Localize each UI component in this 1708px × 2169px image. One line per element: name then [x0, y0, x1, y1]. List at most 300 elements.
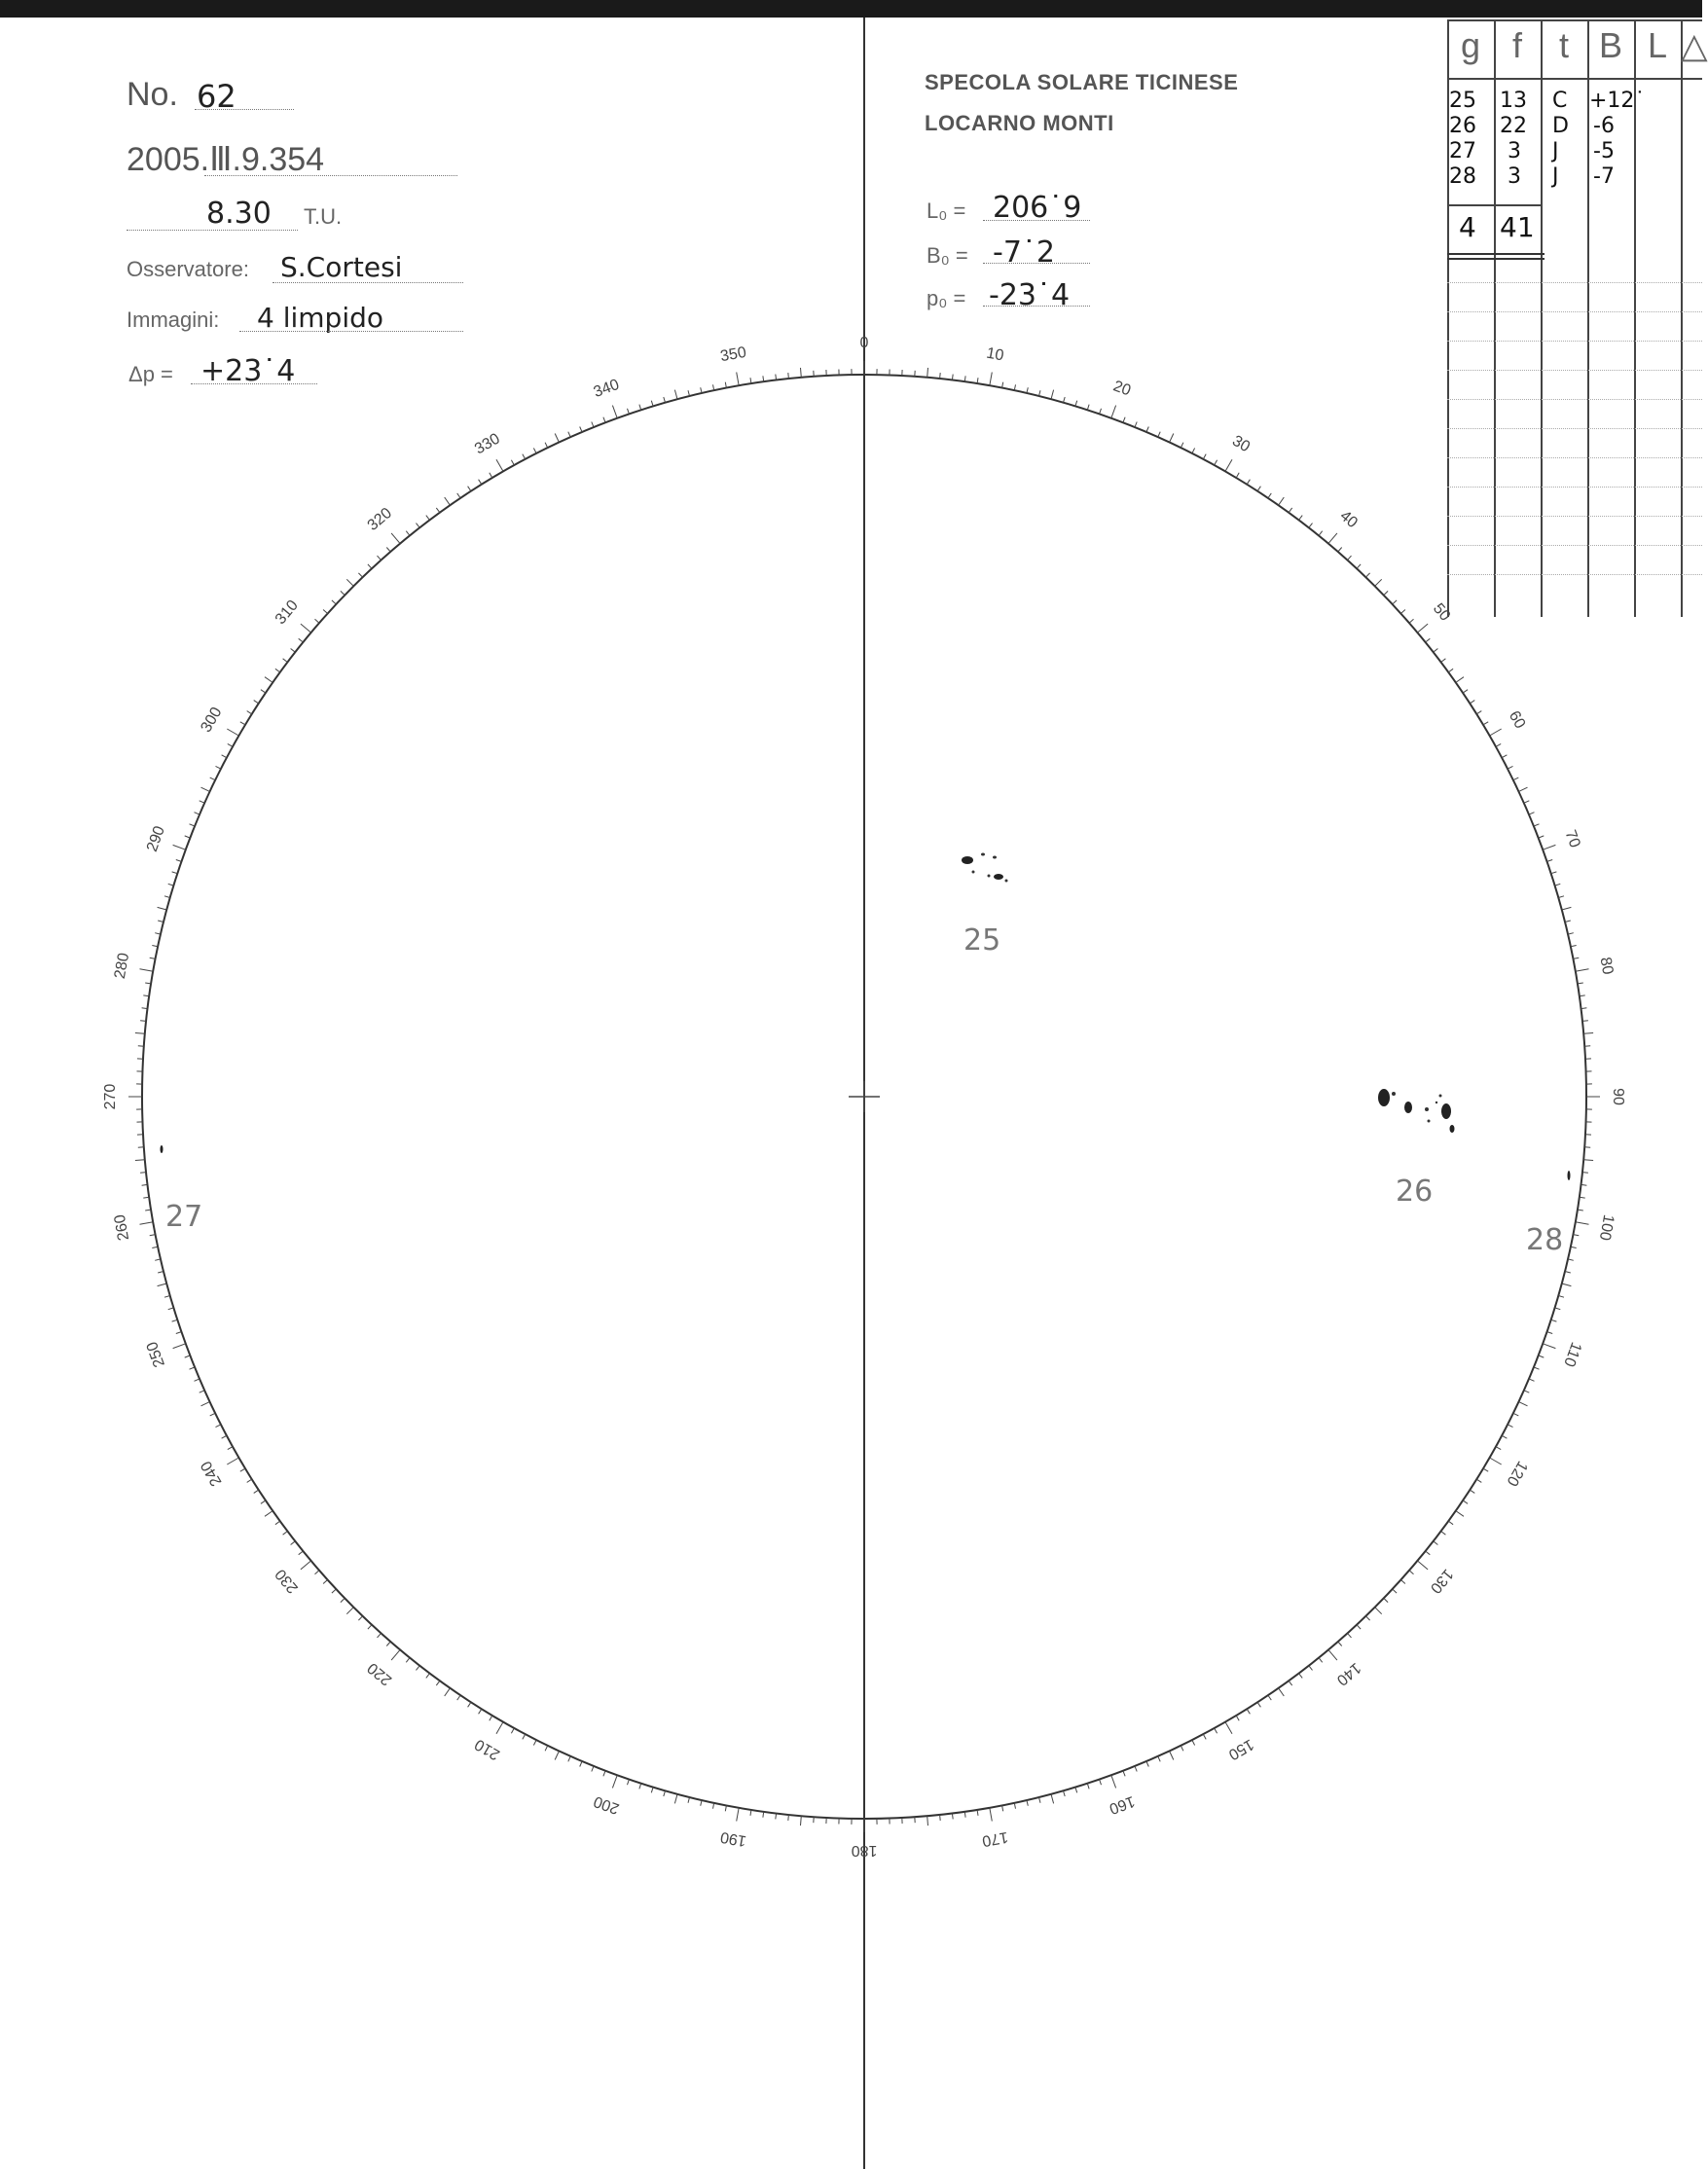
sunspot — [1428, 1120, 1431, 1123]
scale-tick — [1299, 1674, 1303, 1679]
scale-tick — [1502, 1435, 1507, 1438]
scale-tick — [603, 417, 605, 423]
scale-tick — [155, 1259, 161, 1260]
scale-tick — [1393, 600, 1397, 604]
scale-tick — [1568, 1259, 1574, 1260]
scale-tick — [1490, 729, 1502, 736]
scale-label-200: 200 — [591, 1791, 622, 1818]
scale-tick — [1039, 390, 1041, 396]
table-cell-f: 3 — [1508, 164, 1521, 189]
table-total-g: 4 — [1459, 211, 1476, 243]
scale-tick — [436, 508, 440, 513]
table-cell-B: -6 — [1593, 114, 1615, 138]
scale-tick — [291, 1541, 296, 1545]
observatory-location: LOCARNO MONTI — [925, 111, 1114, 135]
scale-tick — [1192, 449, 1195, 453]
scale-tick — [628, 409, 630, 415]
scale-tick — [158, 1283, 167, 1286]
scale-tick — [1543, 1344, 1555, 1349]
scale-tick — [639, 405, 641, 411]
observatory-name: SPECOLA SOLARE TICINESE — [925, 70, 1239, 94]
scale-tick — [1571, 946, 1577, 947]
scale-tick — [1319, 1658, 1323, 1663]
scale-tick — [172, 872, 178, 874]
scale-tick — [1027, 387, 1028, 393]
scale-tick — [1181, 1746, 1183, 1751]
observation-date: 2005.Ⅲ.9.354 — [127, 141, 325, 178]
scale-tick — [222, 755, 227, 758]
scale-tick — [1456, 677, 1464, 683]
group-label-26: 26 — [1396, 1175, 1434, 1209]
scale-tick — [1483, 722, 1488, 725]
scale-label-220: 220 — [364, 1659, 396, 1689]
number-label: No. — [127, 76, 178, 113]
scale-tick — [1299, 516, 1303, 521]
scale-tick — [150, 1235, 156, 1236]
scale-tick — [190, 1367, 196, 1369]
scale-tick — [1496, 1447, 1501, 1450]
scale-tick — [1309, 524, 1313, 528]
scale-tick — [533, 449, 536, 453]
scale-tick — [1181, 443, 1183, 448]
scale-tick — [341, 1598, 345, 1602]
time-value: 8.30 — [206, 197, 272, 231]
scale-tick — [725, 1805, 726, 1811]
table-cell-g: 26 — [1449, 114, 1476, 138]
scale-tick — [1051, 1794, 1054, 1804]
scale-tick — [1014, 384, 1015, 390]
scale-tick — [445, 497, 451, 505]
scale-tick — [1268, 493, 1271, 498]
scale-tick — [555, 1752, 559, 1760]
sunspot — [1441, 1103, 1451, 1119]
scale-label-240: 240 — [198, 1458, 226, 1489]
scale-tick — [254, 1490, 259, 1493]
scale-tick — [580, 1761, 582, 1767]
scale-tick — [261, 1500, 266, 1503]
scale-tick — [346, 579, 353, 586]
scale-tick — [173, 1344, 186, 1349]
sunspot-group-27 — [161, 1145, 164, 1153]
scale-tick — [496, 1722, 503, 1734]
scale-tick — [1565, 921, 1571, 922]
L0-value: 206˙9 — [993, 191, 1082, 225]
scale-tick — [1236, 1716, 1239, 1720]
scale-tick — [664, 1790, 666, 1796]
scale-tick — [1135, 422, 1137, 428]
scale-tick — [1002, 1805, 1003, 1811]
delta-p-label: Δp = — [128, 362, 173, 386]
scale-tick — [391, 533, 400, 544]
scale-tick — [323, 610, 328, 614]
scale-tick — [1539, 1356, 1544, 1357]
scale-tick — [210, 1413, 215, 1416]
scale-label-0: 0 — [859, 335, 869, 352]
table-cell-B: +12˙ — [1589, 89, 1646, 113]
scale-tick — [1075, 401, 1077, 407]
scale-tick — [176, 1332, 182, 1334]
table-cell-g: 27 — [1449, 139, 1476, 163]
scale-tick — [701, 1800, 702, 1806]
table-cell-f: 3 — [1508, 139, 1521, 163]
scale-tick — [240, 1468, 245, 1471]
scale-tick — [185, 1356, 191, 1357]
scale-tick — [713, 384, 714, 390]
scale-tick — [568, 1756, 570, 1761]
scale-tick — [1375, 1608, 1382, 1614]
scale-tick — [301, 624, 311, 633]
scale-tick — [1409, 619, 1414, 623]
scale-label-70: 70 — [1561, 827, 1583, 850]
scale-tick — [1562, 1283, 1572, 1286]
scale-tick — [651, 401, 653, 407]
scale-tick — [1496, 743, 1501, 746]
scale-tick — [479, 480, 482, 485]
scale-tick — [341, 591, 345, 595]
scale-tick — [1158, 432, 1160, 437]
table-cell-f: 13 — [1500, 89, 1527, 113]
observer-label: Osservatore: — [127, 257, 249, 281]
p0-label: p₀ = — [927, 286, 966, 310]
scale-tick — [283, 659, 288, 663]
scale-label-310: 310 — [272, 596, 302, 629]
sunspot — [161, 1145, 164, 1153]
scale-tick — [1582, 1021, 1588, 1022]
scale-tick — [391, 1649, 400, 1660]
scale-tick — [737, 1808, 740, 1822]
scale-label-230: 230 — [272, 1565, 302, 1597]
scale-label-300: 300 — [198, 705, 226, 736]
sunspot — [1404, 1102, 1412, 1113]
sunspot-group-28 — [1568, 1171, 1571, 1180]
scale-tick — [155, 933, 161, 934]
scale-tick — [200, 1391, 204, 1392]
scale-tick — [135, 1033, 145, 1034]
scale-tick — [176, 860, 182, 862]
scale-tick — [185, 836, 191, 838]
scale-tick — [216, 1425, 221, 1428]
scale-tick — [378, 1633, 382, 1638]
scale-tick — [490, 1716, 492, 1720]
scale-tick — [1365, 573, 1369, 577]
scale-tick — [612, 406, 617, 418]
scale-tick — [468, 1702, 471, 1707]
sunspot — [962, 856, 973, 864]
scale-tick — [1064, 1790, 1066, 1796]
scale-tick — [1583, 1160, 1593, 1161]
scale-tick — [158, 907, 167, 910]
scale-tick — [315, 619, 320, 623]
scale-tick — [172, 1319, 178, 1321]
scale-tick — [1573, 1235, 1579, 1236]
scale-tick — [545, 443, 548, 448]
scale-tick — [254, 701, 259, 704]
scale-tick — [1524, 801, 1529, 803]
scale-tick — [1225, 459, 1232, 471]
sunspot — [988, 875, 991, 878]
scale-tick — [1441, 1532, 1446, 1536]
scale-tick — [1225, 1722, 1232, 1734]
scale-tick — [580, 427, 582, 433]
scale-tick — [1257, 487, 1260, 491]
scale-tick — [216, 766, 221, 769]
time-unit: T.U. — [304, 204, 343, 229]
sunspot — [994, 874, 1003, 880]
table-cell-B: -5 — [1593, 139, 1615, 163]
scale-tick — [674, 1794, 677, 1804]
scale-tick — [228, 1447, 233, 1450]
scale-tick — [228, 743, 233, 746]
table-cell-g: 28 — [1449, 164, 1476, 189]
scale-tick — [152, 946, 158, 947]
scale-tick — [1508, 766, 1512, 769]
table-header-f: f — [1511, 25, 1522, 65]
scale-tick — [1192, 1740, 1195, 1745]
scale-tick — [145, 983, 151, 984]
scale-tick — [1551, 1319, 1557, 1321]
scale-tick — [1568, 933, 1574, 934]
scale-tick — [1456, 1511, 1464, 1517]
scale-tick — [1508, 1425, 1512, 1428]
group-label-27: 27 — [165, 1200, 203, 1234]
group-label-25: 25 — [963, 923, 1001, 958]
scale-tick — [603, 1771, 605, 1777]
scale-tick — [1400, 610, 1405, 614]
scale-tick — [201, 787, 210, 791]
group-label-28: 28 — [1526, 1223, 1564, 1257]
scale-tick — [135, 1160, 145, 1161]
scale-tick — [1289, 1681, 1292, 1685]
scale-label-170: 170 — [980, 1827, 1010, 1850]
scale-tick — [247, 1479, 252, 1482]
scale-tick — [265, 1511, 273, 1517]
scale-tick — [457, 1695, 460, 1700]
table-total-f: 41 — [1500, 211, 1535, 243]
scale-tick — [1417, 1561, 1428, 1570]
scale-tick — [1476, 711, 1481, 714]
scale-tick — [1100, 409, 1102, 415]
scale-tick — [1476, 1479, 1481, 1482]
scale-label-10: 10 — [985, 344, 1005, 365]
scale-tick — [140, 1173, 146, 1174]
scale-tick — [1384, 591, 1388, 595]
scale-label-320: 320 — [364, 504, 396, 534]
sunspot — [1435, 1102, 1437, 1103]
scale-tick — [1582, 1173, 1588, 1174]
scale-tick — [1051, 390, 1054, 400]
scale-tick — [1375, 579, 1382, 586]
sunspot — [1450, 1125, 1455, 1133]
scale-label-280: 280 — [111, 951, 133, 981]
scale-tick — [315, 1571, 320, 1574]
table-cell-f: 22 — [1500, 114, 1527, 138]
sunspot — [1005, 880, 1008, 883]
scale-tick — [1470, 701, 1474, 704]
scale-tick — [1289, 508, 1292, 513]
scale-tick — [1448, 669, 1453, 672]
table-cell-t: C — [1552, 89, 1568, 113]
sunspot — [1568, 1171, 1571, 1180]
sunspot — [972, 871, 975, 874]
scale-tick — [592, 1766, 594, 1772]
scale-tick — [1123, 1771, 1125, 1777]
table-header-t: t — [1558, 25, 1569, 65]
scale-label-140: 140 — [1332, 1659, 1364, 1689]
scale-tick — [1534, 824, 1540, 826]
scale-tick — [346, 1608, 353, 1614]
scale-tick — [511, 1728, 514, 1733]
scale-tick — [190, 824, 196, 826]
scale-tick — [1146, 1761, 1148, 1767]
scale-label-110: 110 — [1560, 1339, 1584, 1369]
scale-tick — [145, 1210, 151, 1211]
scale-tick — [927, 1816, 928, 1826]
scale-tick — [688, 390, 690, 396]
scale-tick — [406, 1658, 410, 1663]
scale-label-190: 190 — [718, 1827, 748, 1850]
scale-tick — [1490, 1458, 1502, 1464]
sunspot — [1378, 1089, 1390, 1106]
scale-tick — [247, 711, 252, 714]
scale-tick — [651, 1788, 653, 1793]
scale-label-340: 340 — [591, 376, 622, 402]
scale-tick — [1448, 1521, 1453, 1525]
table-cell-t: D — [1552, 114, 1569, 138]
scale-tick — [386, 548, 390, 553]
scale-label-120: 120 — [1503, 1458, 1531, 1489]
scale-tick — [1215, 1728, 1217, 1733]
scale-tick — [674, 390, 677, 400]
scale-tick — [1578, 1210, 1583, 1211]
scale-tick — [1463, 690, 1468, 693]
table-cell-t: J — [1552, 139, 1559, 163]
scale-tick — [1434, 1541, 1438, 1545]
scale-tick — [523, 454, 526, 459]
scale-tick — [275, 669, 280, 672]
scale-tick — [1384, 1598, 1388, 1602]
scale-tick — [1170, 434, 1174, 443]
table-header-B: B — [1598, 25, 1622, 65]
scale-tick — [386, 1642, 390, 1646]
scale-tick — [445, 1688, 451, 1696]
scale-tick — [332, 600, 336, 604]
table-cell-B: -7 — [1593, 164, 1615, 189]
scale-tick — [1338, 1642, 1342, 1646]
scale-tick — [358, 1616, 362, 1620]
scale-tick — [164, 896, 170, 898]
sunspot-group-25 — [962, 853, 1008, 883]
table-cell-t: J — [1552, 164, 1559, 189]
scale-tick — [555, 434, 559, 443]
scale-tick — [1027, 1800, 1028, 1806]
scale-tick — [1348, 556, 1352, 560]
scale-tick — [1158, 1756, 1160, 1761]
scale-tick — [195, 813, 200, 814]
scale-label-30: 30 — [1229, 432, 1254, 456]
sunspot — [1425, 1107, 1429, 1111]
scale-tick — [940, 373, 941, 379]
scale-tick — [1236, 473, 1239, 478]
scale-tick — [1562, 907, 1572, 910]
scale-tick — [1434, 649, 1438, 653]
scale-tick — [1135, 1766, 1137, 1772]
scale-tick — [1555, 1308, 1561, 1310]
scale-tick — [1279, 497, 1285, 505]
scale-label-260: 260 — [111, 1212, 133, 1243]
scale-tick — [1348, 1633, 1352, 1638]
scale-label-60: 60 — [1505, 707, 1529, 732]
scale-tick — [1203, 1734, 1206, 1739]
scale-tick — [1483, 1468, 1488, 1471]
scale-tick — [1393, 1589, 1397, 1593]
scale-tick — [261, 690, 266, 693]
scale-tick — [750, 378, 751, 383]
scale-tick — [1002, 382, 1003, 388]
scale-tick — [1338, 548, 1342, 553]
number-value: 62 — [197, 78, 236, 115]
B0-label: B₀ = — [927, 243, 968, 268]
scale-tick — [1576, 1222, 1589, 1225]
scale-tick — [1502, 755, 1507, 758]
scale-label-90: 90 — [1609, 1088, 1626, 1105]
scale-tick — [168, 1308, 174, 1310]
scale-tick — [1409, 1571, 1414, 1574]
scale-tick — [1014, 1803, 1015, 1809]
scale-tick — [533, 1740, 536, 1745]
scale-label-20: 20 — [1110, 378, 1134, 400]
scale-tick — [1529, 813, 1535, 814]
scale-tick — [801, 1816, 802, 1826]
scale-tick — [140, 969, 154, 972]
L0-label: L₀ = — [927, 199, 966, 223]
scale-tick — [1279, 1688, 1285, 1696]
sunspot — [1392, 1092, 1396, 1096]
scale-tick — [1100, 1780, 1102, 1786]
scale-tick — [299, 1551, 304, 1555]
scale-tick — [195, 1379, 200, 1381]
scale-label-270: 270 — [102, 1083, 120, 1110]
scale-label-180: 180 — [851, 1841, 878, 1859]
scale-tick — [1257, 1702, 1260, 1707]
scale-tick — [1558, 1296, 1564, 1298]
scale-tick — [927, 368, 928, 378]
scale-tick — [1309, 1666, 1313, 1671]
scale-tick — [1547, 860, 1553, 862]
scale-tick — [283, 1532, 288, 1536]
scale-tick — [332, 1589, 336, 1593]
scale-label-290: 290 — [143, 823, 169, 854]
scale-tick — [688, 1797, 690, 1803]
scale-tick — [990, 1808, 993, 1822]
scale-tick — [788, 1815, 789, 1821]
scale-tick — [240, 722, 245, 725]
scale-tick — [639, 1784, 641, 1789]
scale-tick — [1087, 1784, 1089, 1789]
scale-tick — [628, 1780, 630, 1786]
scale-tick — [222, 1435, 227, 1438]
scale-tick — [568, 432, 570, 437]
observer-value: S.Cortesi — [280, 251, 403, 283]
scale-tick — [358, 573, 362, 577]
scale-tick — [801, 368, 802, 378]
scale-tick — [291, 649, 296, 653]
scale-label-250: 250 — [143, 1339, 169, 1370]
scale-tick — [1075, 1788, 1077, 1793]
scale-tick — [173, 845, 186, 850]
scale-tick — [406, 531, 410, 536]
table-header-L: L — [1647, 25, 1668, 65]
scale-tick — [426, 1674, 430, 1679]
